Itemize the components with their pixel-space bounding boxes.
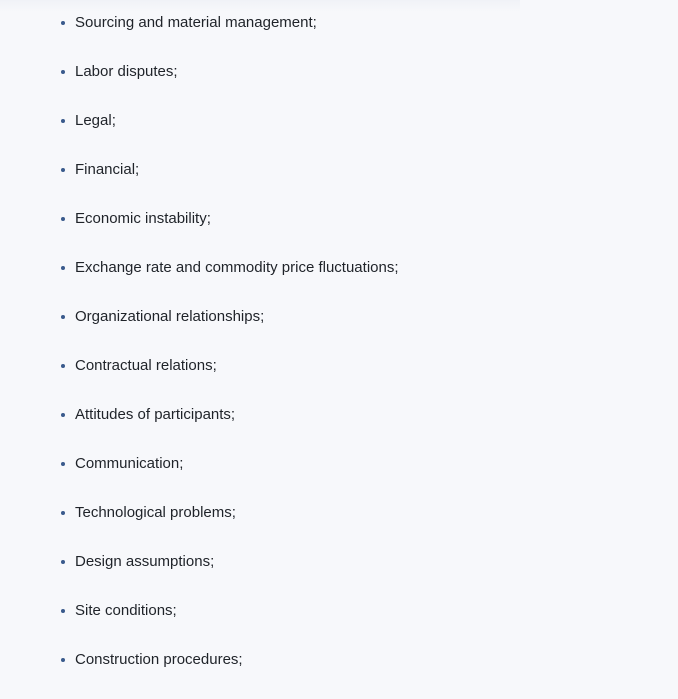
bullet-icon	[61, 266, 65, 270]
list-item	[0, 405, 678, 454]
list-item	[0, 307, 678, 356]
list-item-text: Design assumptions;	[75, 553, 215, 570]
list-item	[0, 62, 678, 111]
list-item	[0, 356, 678, 405]
list-item	[0, 13, 678, 62]
bullet-icon	[61, 609, 65, 613]
list-item-text: Sourcing and material management;	[75, 14, 317, 31]
bullet-icon	[61, 413, 65, 417]
bullet-icon	[61, 315, 65, 319]
bullet-icon	[61, 217, 65, 221]
list-item-text: Construction procedures;	[75, 651, 243, 668]
bullet-icon	[61, 560, 65, 564]
risk-factor-list	[0, 13, 678, 699]
bullet-icon	[61, 511, 65, 515]
bullet-icon	[61, 119, 65, 123]
list-item-text: Organizational relationships;	[75, 308, 265, 325]
list-item-text: Financial;	[75, 161, 140, 178]
list-item	[0, 209, 678, 258]
list-item-text: Site conditions;	[75, 602, 177, 619]
list-item	[0, 111, 678, 160]
list-item-text: Communication;	[75, 455, 184, 472]
list-item	[0, 650, 678, 699]
bullet-icon	[61, 21, 65, 25]
list-item-text: Attitudes of participants;	[75, 406, 236, 423]
bullet-icon	[61, 168, 65, 172]
list-item-text: Technological problems;	[75, 504, 236, 521]
list-item	[0, 258, 678, 307]
list-item	[0, 552, 678, 601]
list-item	[0, 601, 678, 650]
list-item-text: Exchange rate and commodity price fluctuations;	[75, 259, 399, 276]
bullet-icon	[61, 658, 65, 662]
list-item	[0, 454, 678, 503]
list-item-text: Contractual relations;	[75, 357, 217, 374]
bullet-icon	[61, 462, 65, 466]
top-fade-divider	[0, 0, 520, 12]
list-item-text: Labor disputes;	[75, 63, 178, 80]
bullet-icon	[61, 364, 65, 368]
list-item-text: Economic instability;	[75, 210, 211, 227]
bullet-icon	[61, 70, 65, 74]
list-item	[0, 160, 678, 209]
list-item	[0, 503, 678, 552]
list-item-text: Legal;	[75, 112, 116, 129]
